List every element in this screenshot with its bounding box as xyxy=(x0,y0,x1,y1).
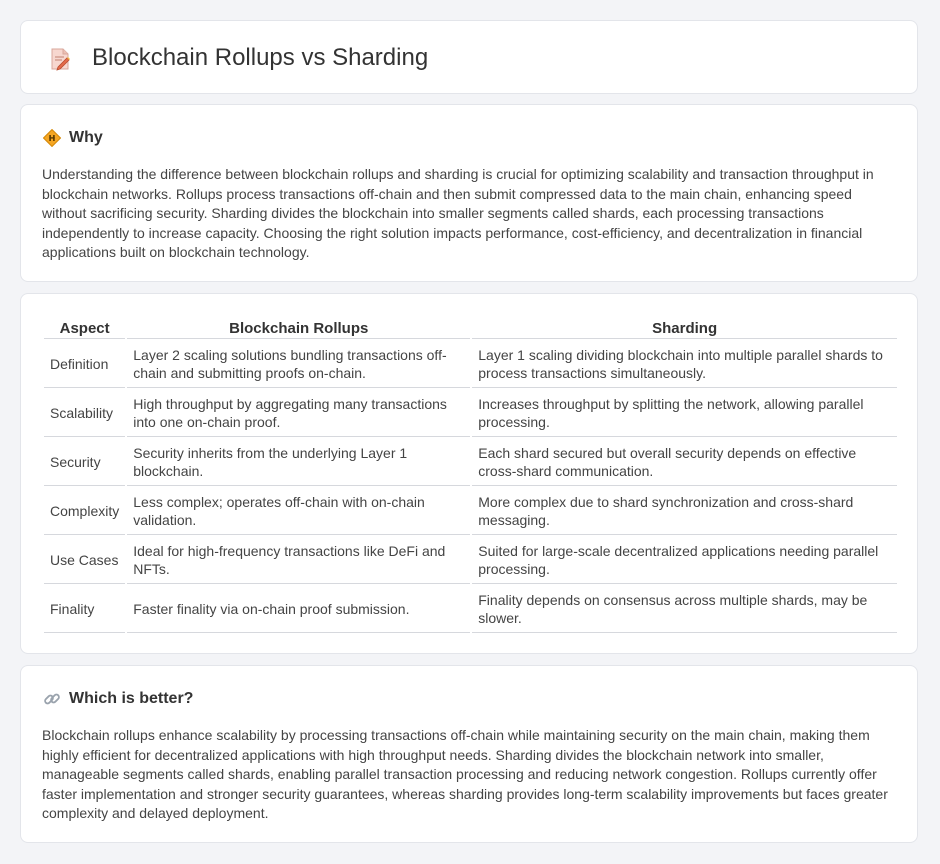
header-sharding: Sharding xyxy=(472,317,897,339)
cell-sharding: Each shard secured but overall security depends on effective cross-shard communication. xyxy=(472,439,897,486)
better-title: Which is better? xyxy=(69,690,194,707)
table-row xyxy=(44,537,897,584)
title-card xyxy=(20,20,918,94)
header-rollups: Blockchain Rollups xyxy=(127,317,470,339)
cell-aspect: Definition xyxy=(44,341,125,388)
cell-rollups: Less complex; operates off-chain with on-chain validation. xyxy=(127,488,470,535)
page-title: Blockchain Rollups vs Sharding xyxy=(92,44,429,71)
cell-aspect: Security xyxy=(44,439,125,486)
better-body: Blockchain rollups enhance scalability by processing transactions off-chain while maintaining security on the main chain, making them highly efficient for decentralized applications with high throughput needs. Sharding divides the blockchain network into smaller, manageable segments called shards, enabling parallel transaction processing and reducing network congestion. Rollups currently offer faster implementation and stronger security guarantees, whereas sharding provides long-term scalability improvements but faces greater complexity and delayed deployment. xyxy=(42,727,888,822)
comparison-card xyxy=(20,293,918,654)
cell-aspect: Scalability xyxy=(44,390,125,437)
cell-rollups: Layer 2 scaling solutions bundling transactions off-chain and submitting proofs on-chain. xyxy=(127,341,470,388)
cell-sharding: Layer 1 scaling dividing blockchain into multiple parallel shards to process transactions simultaneously. xyxy=(472,341,897,388)
cell-sharding: Finality depends on consensus across multiple shards, may be slower. xyxy=(472,586,897,633)
cell-rollups: High throughput by aggregating many transactions into one on-chain proof. xyxy=(127,390,470,437)
table-row xyxy=(44,586,897,633)
cell-rollups: Faster finality via on-chain proof submission. xyxy=(127,586,470,633)
cell-rollups: Security inherits from the underlying Layer 1 blockchain. xyxy=(127,439,470,486)
why-section xyxy=(20,104,918,282)
comparison-table xyxy=(42,315,899,635)
table-row xyxy=(44,488,897,535)
table-row xyxy=(44,439,897,486)
cell-aspect: Complexity xyxy=(44,488,125,535)
diamond-warning-icon xyxy=(43,129,61,147)
why-title: Why xyxy=(69,129,103,146)
why-body: Understanding the difference between blockchain rollups and sharding is crucial for optimizing scalability and transaction throughput in blockchain networks. Rollups process transactions off-chain and then submit compressed data to the main chain, enhancing speed without sacrificing security. Sharding divides the blockchain into smaller segments called shards, each processing transactions independently to increase capacity. Choosing the right solution impacts performance, cost-efficiency, and decentralization in financial applications built on blockchain technology. xyxy=(42,166,874,261)
header-aspect: Aspect xyxy=(44,317,125,339)
table-header-row xyxy=(44,317,897,339)
link-icon xyxy=(43,690,61,708)
cell-aspect: Finality xyxy=(44,586,125,633)
table-row xyxy=(44,341,897,388)
cell-sharding: Suited for large-scale decentralized applications needing parallel processing. xyxy=(472,537,897,584)
cell-rollups: Ideal for high-frequency transactions like DeFi and NFTs. xyxy=(127,537,470,584)
table-row xyxy=(44,390,897,437)
which-is-better-section xyxy=(20,665,918,843)
cell-sharding: Increases throughput by splitting the network, allowing parallel processing. xyxy=(472,390,897,437)
cell-aspect: Use Cases xyxy=(44,537,125,584)
document-edit-icon xyxy=(49,47,71,71)
why-header xyxy=(43,128,103,148)
better-header xyxy=(43,689,193,709)
cell-sharding: More complex due to shard synchronization and cross-shard messaging. xyxy=(472,488,897,535)
